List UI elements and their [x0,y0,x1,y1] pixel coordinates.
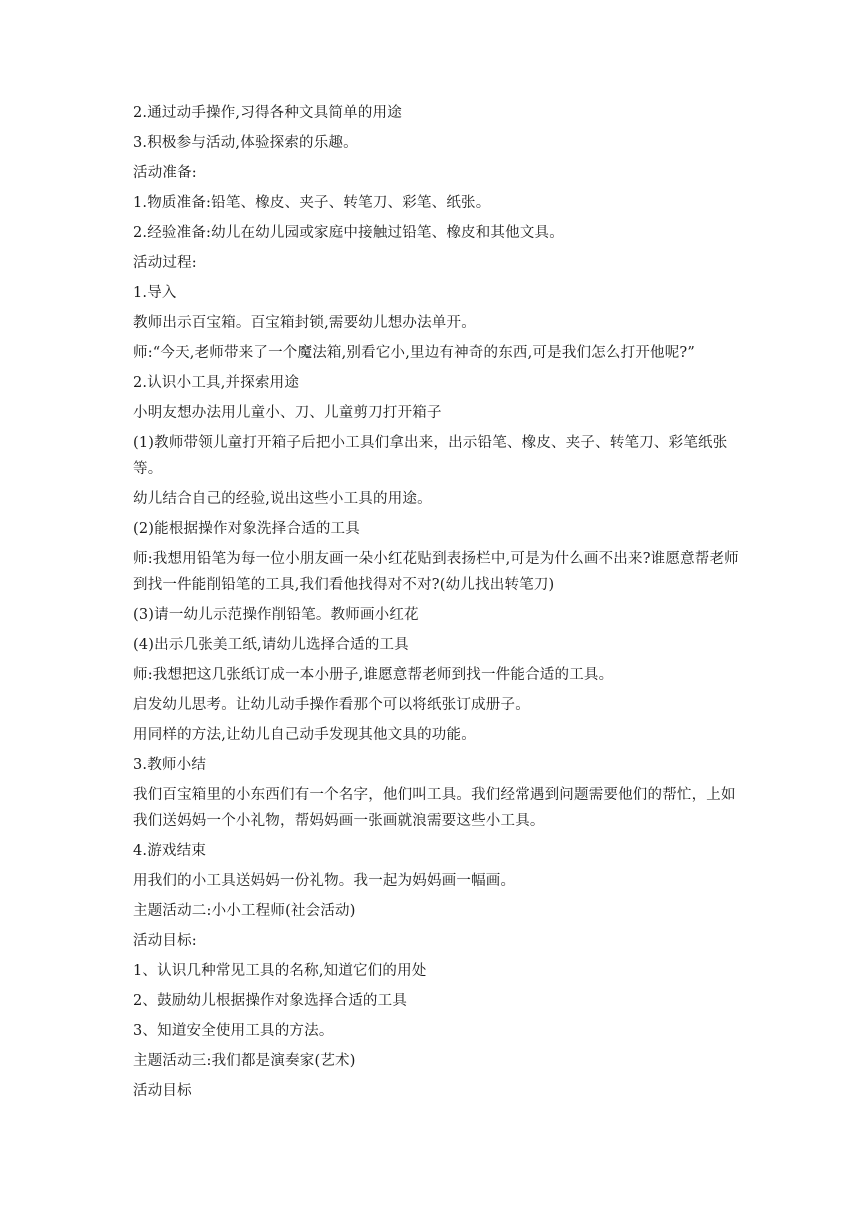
section-heading: 活动过程: [133,255,197,271]
paragraph: 小明友想办法用儿童小、刀、儿童剪刀打开箱子 [133,405,442,421]
section-heading: 活动目标 [133,1083,192,1099]
paragraph: 师:我想用铅笔为每一位小朋友画一朵小红花贴到表扬栏中,可是为什么画不出来?谁愿意帮老师到找一件能削铅笔的工具,我们看他找得对不对?(幼儿找出转笔刀) [133,551,739,593]
paragraph: 幼儿结合自己的经验,说出这些小工具的用途。 [133,491,432,507]
paragraph: 启发幼儿思考。让幼儿动手操作看那个可以将纸张订成册子。 [133,697,530,713]
paragraph: (1)教师带领儿童打开箱子后把小工具们拿出来，出示铅笔、橡皮、夹子、转笔刀、彩笔纸张等。 [133,435,728,477]
section-heading: 活动准备: [133,165,197,181]
section-heading: 活动目标: [133,933,197,949]
step-heading: 1.导入 [133,285,177,301]
document-body [133,100,743,1108]
paragraph: 师:“今天,老师带来了一个魔法箱,别看它小,里边有神奇的东西,可是我们怎么打开他呢?” [133,345,696,361]
paragraph: 1、认识几种常见工具的名称,知道它们的用处 [133,963,427,979]
paragraph: (2)能根据操作对象洗择合适的工具 [133,521,360,537]
paragraph: 2、鼓励幼儿根据操作对象选择合适的工具 [133,993,408,1009]
paragraph: 用同样的方法,让幼儿自己动手发现其他文具的功能。 [133,727,476,743]
paragraph: 我们百宝箱里的小东西们有一个名字，他们叫工具。我们经常遇到问题需要他们的帮忙，上如我们送妈妈一个小礼物，帮妈妈画一张画就浪需要这些小工具。 [133,787,736,829]
step-heading: 2.认识小工具,并探索用途 [133,375,300,391]
paragraph: 用我们的小工具送妈妈一份礼物。我一起为妈妈画一幅画。 [133,873,516,889]
step-heading: 3.教师小结 [133,757,207,773]
paragraph: (4)出示几张美工纸,请幼儿选择合适的工具 [133,637,409,653]
paragraph: 2.通过动手操作,习得各种文具简单的用途 [133,105,402,121]
section-heading: 主题活动三:我们都是演奏家(艺术) [133,1053,356,1069]
paragraph: (3)请一幼儿示范操作削铅笔。教师画小红花 [133,607,419,623]
section-heading: 主题活动二:小小工程师(社会活动) [133,903,356,919]
paragraph: 3.积极参与活动,体验探索的乐趣。 [133,135,358,151]
paragraph: 1.物质准备:铅笔、橡皮、夹子、转笔刀、彩笔、纸张。 [133,195,491,211]
paragraph: 师:我想把这几张纸订成一本小册子,谁愿意帮老师到找一件能合适的工具。 [133,667,614,683]
paragraph: 2.经验准备:幼儿在幼儿园或家庭中接触过铅笔、橡皮和其他文具。 [133,225,564,241]
step-heading: 4.游戏结束 [133,843,207,859]
paragraph: 教师出示百宝箱。百宝箱封锁,需要幼儿想办法单开。 [133,315,476,331]
paragraph: 3、知道安全使用工具的方法。 [133,1023,334,1039]
